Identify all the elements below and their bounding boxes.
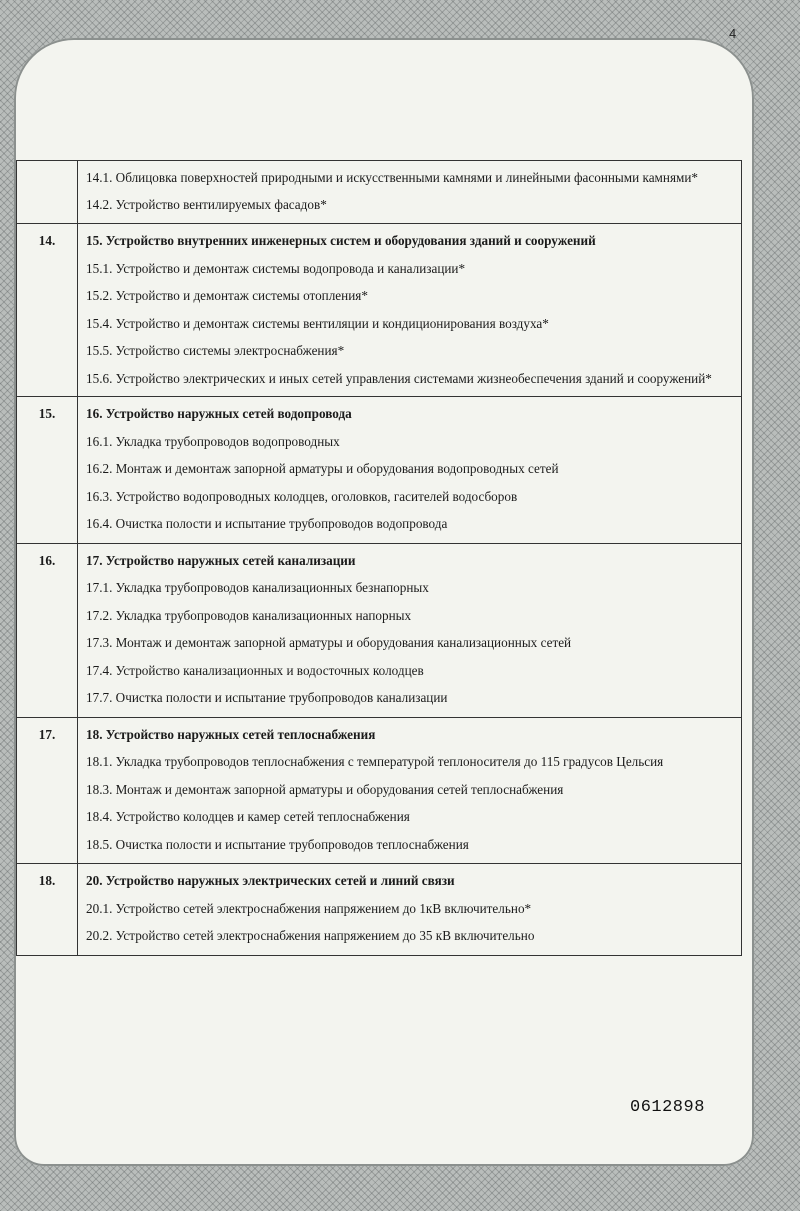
work-item: 16.4. Очистка полости и испытание трубопроводов водопровода (86, 516, 448, 531)
work-item: 15.6. Устройство электрических и иных сетей управления системами жизнеобеспечения зданий и сооружений* (86, 370, 712, 386)
table-row (17, 224, 742, 397)
row-items (78, 864, 742, 956)
row-number: 17. (17, 717, 78, 864)
work-item: 15.1. Устройство и демонтаж системы водопровода и канализации* (86, 260, 466, 276)
row-number: 14. (17, 224, 78, 397)
work-group-heading: 18. Устройство наружных сетей теплоснабжения (86, 726, 376, 742)
works-table (16, 160, 742, 956)
work-item: 14.1. Облицовка поверхностей природными и искусственными камнями и линейными фасонными камнями* (86, 170, 699, 185)
work-item: 15.2. Устройство и демонтаж системы отопления* (86, 288, 368, 303)
row-items (78, 543, 742, 717)
work-group-heading: 17. Устройство наружных сетей канализации (86, 552, 356, 568)
work-group-heading: 16. Устройство наружных сетей водопровода (86, 406, 352, 421)
work-group-heading: 20. Устройство наружных электрических сетей и линий связи (86, 873, 455, 888)
table-row (17, 161, 742, 224)
work-item: 18.1. Укладка трубопроводов теплоснабжения с температурой теплоносителя до 115 градусов Цельсия (86, 754, 664, 769)
work-item: 16.2. Монтаж и демонтаж запорной арматуры и оборудования водопроводных сетей (86, 461, 559, 476)
work-item: 20.1. Устройство сетей электроснабжения напряжением до 1кВ включительно* (86, 900, 532, 916)
row-number: 18. (17, 864, 78, 956)
table-row (17, 864, 742, 956)
row-items (78, 161, 742, 224)
work-item: 17.4. Устройство канализационных и водосточных колодцев (86, 662, 424, 678)
work-item: 18.3. Монтаж и демонтаж запорной арматуры и оборудования сетей теплоснабжения (86, 781, 564, 797)
row-items (78, 224, 742, 397)
serial-number: 0612898 (630, 1098, 705, 1117)
work-item: 18.5. Очистка полости и испытание трубопроводов теплоснабжения (86, 836, 469, 852)
work-item: 17.2. Укладка трубопроводов канализационных напорных (86, 607, 412, 623)
work-item: 15.5. Устройство системы электроснабжения* (86, 343, 345, 358)
work-group-heading: 15. Устройство внутренних инженерных систем и оборудования зданий и сооружений (86, 233, 596, 248)
work-item: 16.1. Укладка трубопроводов водопроводных (86, 433, 340, 449)
row-items (78, 717, 742, 864)
table-row (17, 543, 742, 717)
work-item: 17.1. Укладка трубопроводов канализационных безнапорных (86, 580, 429, 595)
work-item: 20.2. Устройство сетей электроснабжения напряжением до 35 кВ включительно (86, 928, 535, 943)
work-item: 15.4. Устройство и демонтаж системы вентиляции и кондиционирования воздуха* (86, 315, 549, 331)
table-row (17, 397, 742, 544)
row-number: 16. (17, 543, 78, 717)
work-item: 16.3. Устройство водопроводных колодцев, оголовков, гасителей водосборов (86, 488, 518, 504)
work-item: 17.3. Монтаж и демонтаж запорной арматуры и оборудования канализационных сетей (86, 635, 572, 650)
page-number: 4 (729, 26, 737, 41)
row-number: 15. (17, 397, 78, 544)
work-item: 17.7. Очистка полости и испытание трубопроводов канализации (86, 690, 448, 705)
work-item: 14.2. Устройство вентилируемых фасадов* (86, 196, 327, 212)
work-item: 18.4. Устройство колодцев и камер сетей теплоснабжения (86, 809, 410, 824)
table-row (17, 717, 742, 864)
row-items (78, 397, 742, 544)
row-number (17, 161, 78, 224)
